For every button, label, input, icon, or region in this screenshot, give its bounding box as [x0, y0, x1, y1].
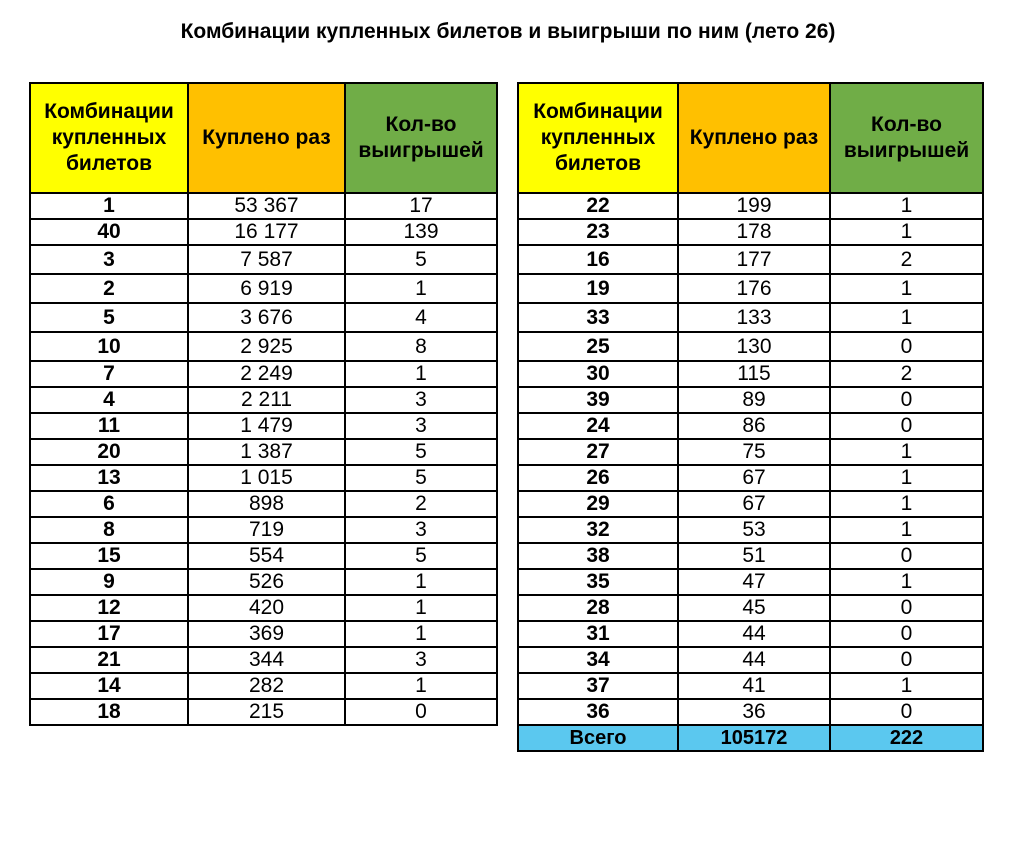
- combo-cell: 39: [518, 387, 678, 413]
- bought-cell: 199: [678, 193, 830, 219]
- combo-cell: 1: [30, 193, 188, 219]
- wins-cell: 3: [345, 413, 497, 439]
- table-row: [30, 219, 497, 245]
- table-row: [518, 332, 983, 361]
- wins-cell: 5: [345, 439, 497, 465]
- bought-cell: 47: [678, 569, 830, 595]
- bought-cell: 89: [678, 387, 830, 413]
- table-row: [30, 699, 497, 725]
- wins-cell: 0: [830, 413, 983, 439]
- combo-cell: 38: [518, 543, 678, 569]
- combo-cell: 13: [30, 465, 188, 491]
- table-row: [518, 219, 983, 245]
- combo-cell: 10: [30, 332, 188, 361]
- table-row: [518, 413, 983, 439]
- table-row: [518, 543, 983, 569]
- combo-cell: 7: [30, 361, 188, 387]
- table-row: [518, 193, 983, 219]
- wins-cell: 1: [830, 303, 983, 332]
- bought-cell: 176: [678, 274, 830, 303]
- wins-cell: 3: [345, 647, 497, 673]
- wins-cell: 3: [345, 387, 497, 413]
- table-row: [518, 699, 983, 725]
- bought-cell: 1 479: [188, 413, 345, 439]
- table-row: [518, 303, 983, 332]
- wins-cell: 5: [345, 465, 497, 491]
- table-row: [518, 517, 983, 543]
- table-row: [30, 303, 497, 332]
- combo-cell: 18: [30, 699, 188, 725]
- bought-cell: 133: [678, 303, 830, 332]
- table-row: [518, 465, 983, 491]
- table-row: [30, 245, 497, 274]
- table-row: [30, 595, 497, 621]
- wins-cell: 5: [345, 245, 497, 274]
- combo-cell: 3: [30, 245, 188, 274]
- combo-cell: 23: [518, 219, 678, 245]
- wins-cell: 5: [345, 543, 497, 569]
- bought-cell: 177: [678, 245, 830, 274]
- table-row: [518, 673, 983, 699]
- combo-cell: 21: [30, 647, 188, 673]
- combo-cell: 17: [30, 621, 188, 647]
- wins-cell: 1: [830, 517, 983, 543]
- total-bought: 105172: [678, 725, 830, 751]
- combo-cell: 30: [518, 361, 678, 387]
- wins-cell: 0: [830, 647, 983, 673]
- wins-cell: 17: [345, 193, 497, 219]
- combo-cell: 9: [30, 569, 188, 595]
- table-row: [30, 517, 497, 543]
- bought-cell: 2 211: [188, 387, 345, 413]
- bought-cell: 44: [678, 621, 830, 647]
- combo-cell: 24: [518, 413, 678, 439]
- wins-cell: 1: [345, 569, 497, 595]
- bought-cell: 53: [678, 517, 830, 543]
- combo-cell: 40: [30, 219, 188, 245]
- bought-cell: 36: [678, 699, 830, 725]
- left-table: [29, 82, 498, 726]
- header-wins: Кол-во выигрышей: [830, 83, 983, 193]
- bought-cell: 282: [188, 673, 345, 699]
- combo-cell: 11: [30, 413, 188, 439]
- bought-cell: 420: [188, 595, 345, 621]
- header-bought: Куплено раз: [678, 83, 830, 193]
- right-table: [517, 82, 984, 752]
- bought-cell: 1 387: [188, 439, 345, 465]
- combo-cell: 22: [518, 193, 678, 219]
- wins-cell: 1: [830, 569, 983, 595]
- wins-cell: 3: [345, 517, 497, 543]
- wins-cell: 2: [830, 361, 983, 387]
- wins-cell: 1: [345, 595, 497, 621]
- bought-cell: 369: [188, 621, 345, 647]
- wins-cell: 0: [830, 595, 983, 621]
- combo-cell: 2: [30, 274, 188, 303]
- table-row: [30, 543, 497, 569]
- bought-cell: 67: [678, 491, 830, 517]
- table-row: [30, 332, 497, 361]
- bought-cell: 1 015: [188, 465, 345, 491]
- combo-cell: 16: [518, 245, 678, 274]
- table-row: [518, 439, 983, 465]
- wins-cell: 0: [830, 387, 983, 413]
- table-row: [30, 387, 497, 413]
- bought-cell: 75: [678, 439, 830, 465]
- combo-cell: 25: [518, 332, 678, 361]
- wins-cell: 1: [830, 439, 983, 465]
- bought-cell: 115: [678, 361, 830, 387]
- combo-cell: 5: [30, 303, 188, 332]
- combo-cell: 26: [518, 465, 678, 491]
- table-row: [518, 491, 983, 517]
- bought-cell: 898: [188, 491, 345, 517]
- bought-cell: 3 676: [188, 303, 345, 332]
- wins-cell: 1: [830, 465, 983, 491]
- header-wins: Кол-во выигрышей: [345, 83, 497, 193]
- bought-cell: 67: [678, 465, 830, 491]
- bought-cell: 554: [188, 543, 345, 569]
- wins-cell: 0: [345, 699, 497, 725]
- bought-cell: 53 367: [188, 193, 345, 219]
- combo-cell: 20: [30, 439, 188, 465]
- combo-cell: 34: [518, 647, 678, 673]
- combo-cell: 4: [30, 387, 188, 413]
- bought-cell: 41: [678, 673, 830, 699]
- header-combo: Комбинации купленных билетов: [518, 83, 678, 193]
- page-title: Комбинации купленных билетов и выигрыши по ним (лето 26): [180, 20, 836, 43]
- header-bought: Куплено раз: [188, 83, 345, 193]
- combo-cell: 31: [518, 621, 678, 647]
- wins-cell: 0: [830, 699, 983, 725]
- table-row: [518, 361, 983, 387]
- combo-cell: 35: [518, 569, 678, 595]
- bought-cell: 7 587: [188, 245, 345, 274]
- bought-cell: 215: [188, 699, 345, 725]
- combo-cell: 19: [518, 274, 678, 303]
- table-row: [518, 387, 983, 413]
- combo-cell: 27: [518, 439, 678, 465]
- table-row: [30, 361, 497, 387]
- bought-cell: 6 919: [188, 274, 345, 303]
- bought-cell: 178: [678, 219, 830, 245]
- bought-cell: 130: [678, 332, 830, 361]
- table-row: [30, 491, 497, 517]
- table-row: [30, 413, 497, 439]
- table-row: [518, 274, 983, 303]
- combo-cell: 14: [30, 673, 188, 699]
- wins-cell: 2: [345, 491, 497, 517]
- combo-cell: 28: [518, 595, 678, 621]
- combo-cell: 36: [518, 699, 678, 725]
- bought-cell: 16 177: [188, 219, 345, 245]
- wins-cell: 1: [830, 274, 983, 303]
- table-row: [518, 621, 983, 647]
- table-row: [30, 647, 497, 673]
- bought-cell: 2 925: [188, 332, 345, 361]
- wins-cell: 0: [830, 332, 983, 361]
- combo-cell: 37: [518, 673, 678, 699]
- combo-cell: 6: [30, 491, 188, 517]
- wins-cell: 139: [345, 219, 497, 245]
- bought-cell: 526: [188, 569, 345, 595]
- combo-cell: 32: [518, 517, 678, 543]
- bought-cell: 44: [678, 647, 830, 673]
- wins-cell: 1: [830, 193, 983, 219]
- wins-cell: 1: [830, 673, 983, 699]
- table-row: [30, 569, 497, 595]
- table-row: [518, 569, 983, 595]
- bought-cell: 719: [188, 517, 345, 543]
- header-combo: Комбинации купленных билетов: [30, 83, 188, 193]
- combo-cell: 8: [30, 517, 188, 543]
- wins-cell: 0: [830, 621, 983, 647]
- wins-cell: 1: [345, 274, 497, 303]
- wins-cell: 1: [830, 219, 983, 245]
- wins-cell: 1: [345, 361, 497, 387]
- wins-cell: 8: [345, 332, 497, 361]
- table-row: [30, 673, 497, 699]
- combo-cell: 29: [518, 491, 678, 517]
- wins-cell: 1: [345, 673, 497, 699]
- total-wins: 222: [830, 725, 983, 751]
- table-row: [30, 274, 497, 303]
- table-row: [30, 621, 497, 647]
- wins-cell: 1: [345, 621, 497, 647]
- table-row: [518, 595, 983, 621]
- bought-cell: 45: [678, 595, 830, 621]
- combo-cell: 15: [30, 543, 188, 569]
- table-row: [518, 245, 983, 274]
- bought-cell: 2 249: [188, 361, 345, 387]
- bought-cell: 51: [678, 543, 830, 569]
- total-label: Всего: [518, 725, 678, 751]
- wins-cell: 2: [830, 245, 983, 274]
- wins-cell: 4: [345, 303, 497, 332]
- table-row: [30, 439, 497, 465]
- wins-cell: 0: [830, 543, 983, 569]
- table-row: [30, 465, 497, 491]
- wins-cell: 1: [830, 491, 983, 517]
- bought-cell: 86: [678, 413, 830, 439]
- bought-cell: 344: [188, 647, 345, 673]
- combo-cell: 33: [518, 303, 678, 332]
- table-row: [518, 647, 983, 673]
- combo-cell: 12: [30, 595, 188, 621]
- table-row: [30, 193, 497, 219]
- total-row: [518, 725, 983, 751]
